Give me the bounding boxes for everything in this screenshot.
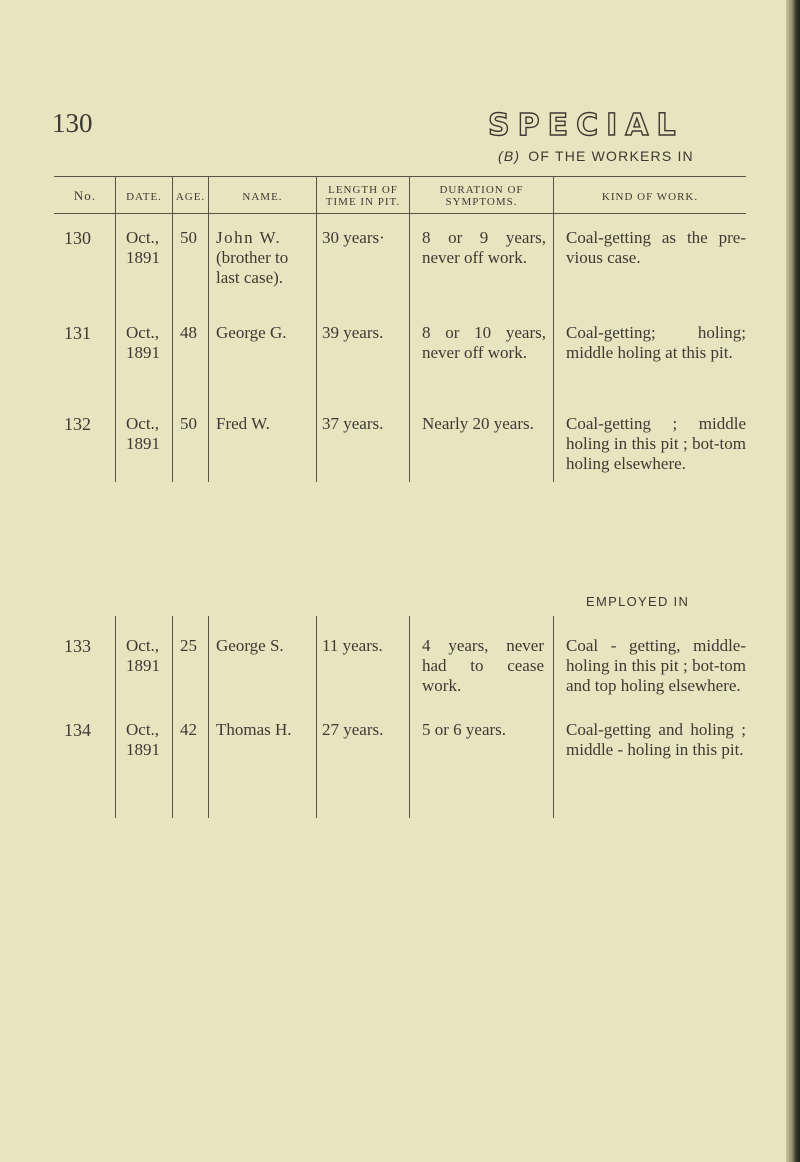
row-130-no: 130 [64, 228, 91, 248]
row-132-name [216, 414, 312, 434]
page-subtitle [498, 148, 694, 164]
date-year: 1891 [126, 656, 160, 675]
row-133-no: 133 [64, 636, 91, 656]
row-132-length: 37 years. [322, 414, 384, 433]
row-134-name [216, 720, 312, 740]
row-131-length: 39 years. [322, 323, 384, 342]
page-edge-shadow [786, 0, 800, 1162]
header-length-line2: TIME IN PIT. [325, 196, 401, 208]
row-130-age: 50 [180, 228, 197, 247]
header-date: DATE. [126, 191, 162, 203]
row-132-age: 50 [180, 414, 197, 433]
row-131-name [216, 323, 312, 343]
row-133-name [216, 636, 312, 656]
row-134-length: 27 years. [322, 720, 384, 739]
row-134-age: 42 [180, 720, 197, 739]
column-divider [409, 176, 410, 482]
row-132-duration: Nearly 20 years. [422, 414, 534, 433]
row-130-name [216, 228, 312, 288]
continuation-heading: EMPLOYED IN [586, 594, 690, 609]
row-132-no: 132 [64, 414, 91, 434]
page-number: 130 [52, 108, 93, 138]
subtitle-text: OF THE WORKERS IN [528, 148, 694, 164]
header-length [317, 184, 409, 208]
header-bottom-rule [54, 213, 746, 214]
date-year: 1891 [126, 740, 160, 759]
row-133-date [126, 636, 160, 676]
row-133-duration: 4 years, never had to cease work. [422, 636, 544, 695]
header-duration-line1: DURATION OF [439, 184, 524, 196]
column-divider [553, 176, 554, 482]
row-133-age: 25 [180, 636, 197, 655]
row-134-date [126, 720, 160, 760]
row-134-duration: 5 or 6 years. [422, 720, 507, 739]
date-year: 1891 [126, 248, 160, 267]
date-month: Oct., [126, 414, 160, 433]
date-month: Oct., [126, 228, 160, 247]
row-132-date [126, 414, 160, 454]
column-divider [553, 616, 554, 818]
name: George G. [216, 323, 287, 342]
row-134-no: 134 [64, 720, 91, 740]
row-130-length: 30 years· [322, 228, 385, 247]
row-131-kind: Coal-getting; holing; middle holing at this pit. [566, 323, 746, 362]
row-131-no: 131 [64, 323, 91, 343]
header-name: NAME. [242, 191, 283, 203]
row-130-kind: Coal-getting as the pre-vious case. [566, 228, 746, 267]
column-divider [115, 616, 116, 818]
row-131-duration: 8 or 10 years, never off work. [422, 323, 546, 362]
row-131-date [126, 323, 160, 363]
date-month: Oct., [126, 636, 160, 655]
column-divider [172, 616, 173, 818]
column-divider [115, 176, 116, 482]
name: George S. [216, 636, 284, 655]
header-length-line1: LENGTH OF [328, 184, 398, 196]
row-133-length: 11 years. [322, 636, 383, 655]
date-year: 1891 [126, 343, 160, 362]
row-134-kind: Coal-getting and holing ; middle - holing in this pit. [566, 720, 746, 759]
row-130-date [126, 228, 160, 268]
header-top-rule [54, 176, 746, 177]
header-duration-line2: SYMPTOMS. [445, 196, 518, 208]
name: Fred W. [216, 414, 270, 433]
row-132-kind: Coal-getting ; middle holing in this pit ; bot-tom holing elsewhere. [566, 414, 746, 473]
row-133-kind: Coal - getting, middle-holing in this pit ; bot-tom and top holing elsewhere. [566, 636, 746, 695]
row-130-duration: 8 or 9 years, never off work. [422, 228, 546, 267]
name: John W. [216, 228, 282, 247]
row-131-age: 48 [180, 323, 197, 342]
column-divider [208, 616, 209, 818]
page-title: SPECIAL [488, 108, 684, 143]
date-month: Oct., [126, 720, 160, 739]
name: Thomas H. [216, 720, 292, 739]
subtitle-prefix: (B) [498, 148, 521, 164]
column-divider [316, 176, 317, 482]
column-divider [409, 616, 410, 818]
date-year: 1891 [126, 434, 160, 453]
column-divider [172, 176, 173, 482]
header-age: AGE. [175, 191, 206, 203]
column-divider [208, 176, 209, 482]
header-duration [410, 184, 553, 208]
name-note: (brother to last case). [216, 248, 289, 287]
header-no: No. [73, 188, 97, 203]
header-kind: KIND OF WORK. [601, 191, 699, 203]
date-month: Oct., [126, 323, 160, 342]
column-divider [316, 616, 317, 818]
